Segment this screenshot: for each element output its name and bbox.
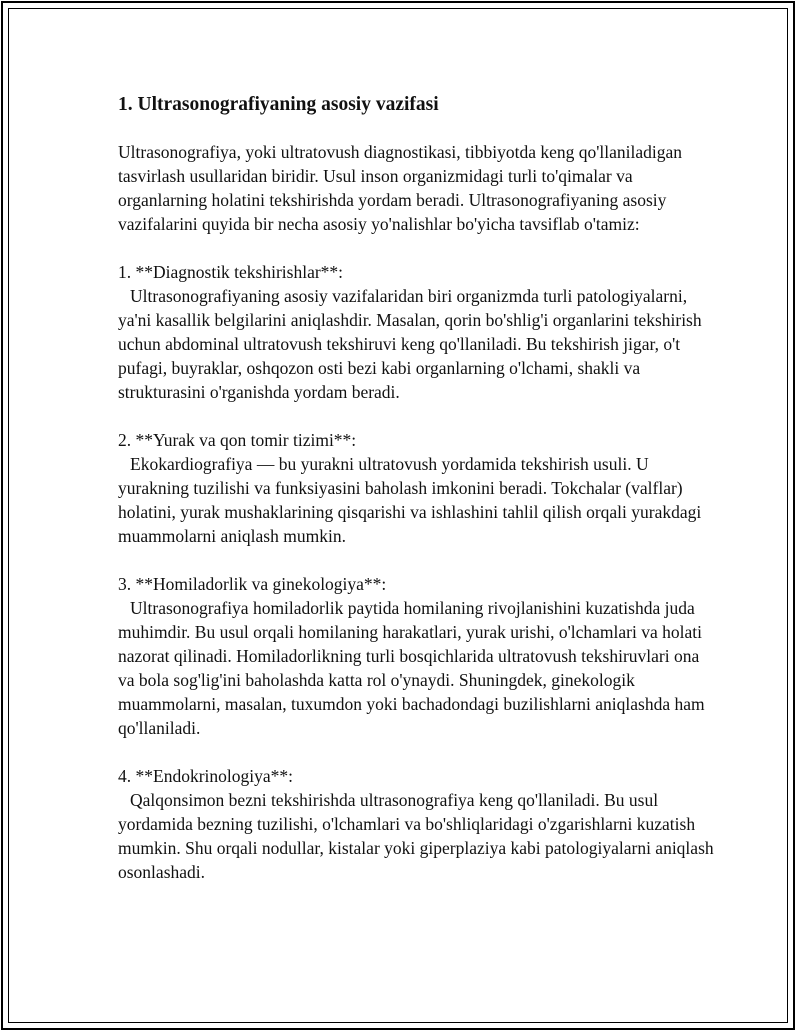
section-title: 1. **Diagnostik tekshirishlar**: [118, 262, 344, 282]
document-content [118, 92, 718, 884]
section-body: Qalqonsimon bezni tekshirishda ultrasonografiya keng qo'llaniladi. Bu usul yordamida bezning tuzilishi, o'lchamlari va bo'shliqlaridagi o'zgarishlarni kuzatish mumkin. Shu orqali nodullar, kistalar yoki giperplaziya kabi patologiyalarni aniqlash osonlashadi. [118, 790, 714, 882]
section [118, 764, 718, 884]
section-body: Ekokardiografiya — bu yurakni ultratovush yordamida tekshirish usuli. U yurakning tuzilishi va funksiyasini baholash imkonini beradi. Tokchalar (valflar) holatini, yurak mushaklarining qisqarishi va ishlashini tahlil qilish orqali yurakdagi muammolarni aniqlash mumkin. [118, 454, 702, 546]
section-title: 4. **Endokrinologiya**: [118, 766, 293, 786]
intro-paragraph: Ultrasonografiya, yoki ultratovush diagnostikasi, tibbiyotda keng qo'llaniladigan tasvirlash usullaridan biridir. Usul inson organizmidagi turli to'qimalar va organlarning holatini tekshirishda yordam beradi. Ultrasonografiyaning asosiy vazifalarini quyida bir necha asosiy yo'nalishlar bo'yicha tavsiflab o'tamiz: [118, 142, 683, 234]
spacer [118, 740, 718, 764]
section [118, 260, 718, 404]
spacer [118, 236, 718, 260]
section-body: Ultrasonografiya homiladorlik paytida homilaning rivojlanishini kuzatishda juda muhimdir. Bu usul orqali homilaning harakatlari, yurak urishi, o'lchamlari va holati nazorat qilinadi. Homiladorlikning turli bosqichlarida ultratovush tekshiruvlari ona va bola sog'lig'ini baholashda katta rol o'ynaydi. Shuningdek, ginekologik muammolarni, masalan, tuxumdon yoki bachadondagi buzilishlarni aniqlashda ham qo'llaniladi. [118, 598, 705, 738]
spacer [118, 548, 718, 572]
section [118, 572, 718, 740]
section-body: Ultrasonografiyaning asosiy vazifalaridan biri organizmda turli patologiyalarni, ya'ni kasallik belgilarini aniqlashdir. Masalan, qorin bo'shlig'i organlarini tekshirish uchun abdominal ultratovush tekshiruvi keng qo'llaniladi. Bu tekshirish jigar, o't pufagi, buyraklar, oshqozon osti bezi kabi organlarning o'lchami, shakli va strukturasini o'rganishda yordam beradi. [118, 286, 702, 402]
page-title: 1. Ultrasonografiyaning asosiy vazifasi [118, 94, 439, 115]
spacer [118, 404, 718, 428]
section-title: 2. **Yurak va qon tomir tizimi**: [118, 430, 357, 450]
section-title: 3. **Homiladorlik va ginekologiya**: [118, 574, 387, 594]
section [118, 428, 718, 548]
